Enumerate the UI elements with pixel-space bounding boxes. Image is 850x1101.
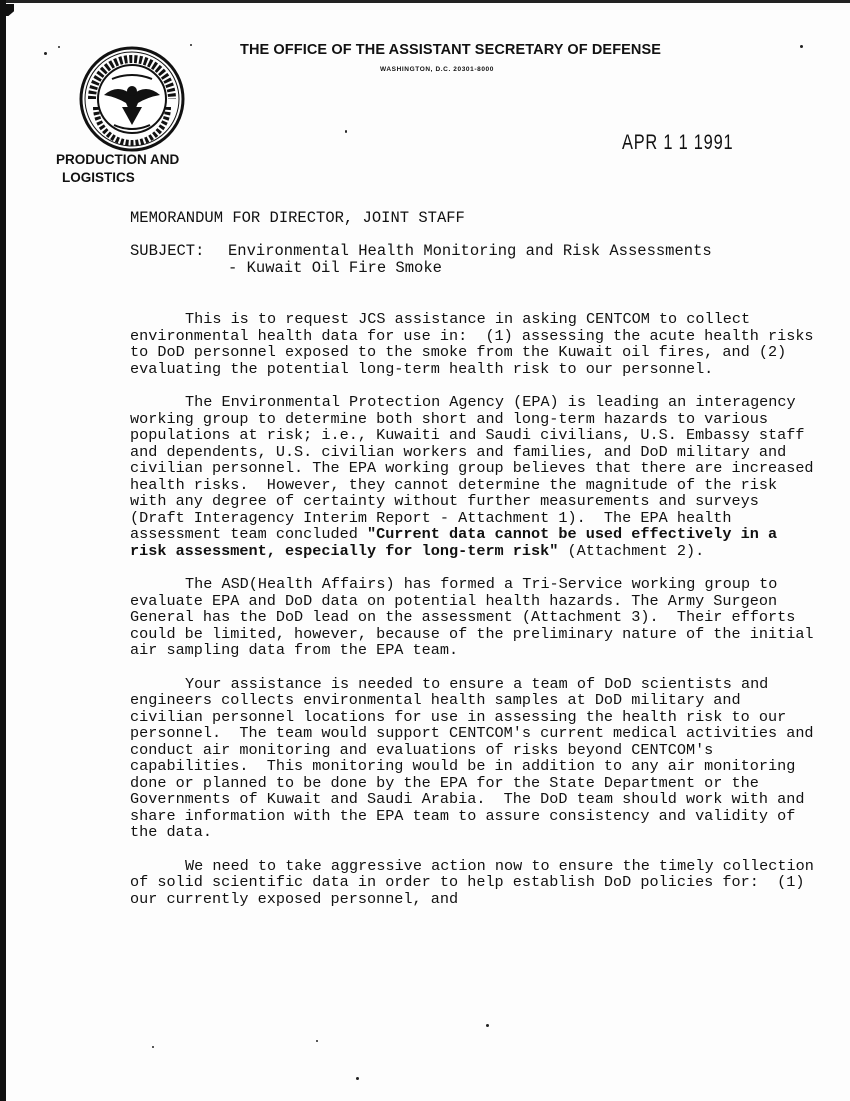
department-block [56, 151, 179, 187]
office-title: THE OFFICE OF THE ASSISTANT SECRETARY OF DEFENSE [240, 42, 662, 58]
scan-speck [152, 1046, 154, 1048]
memo-body [130, 310, 823, 924]
subject-label: SUBJECT: [130, 242, 205, 260]
paragraph-2-attachment: (Attachment 2). [558, 541, 705, 560]
paragraph-2 [130, 393, 823, 560]
paragraph-5: We need to take aggressive action now to ensure the timely collection of solid scientific data in order to help establish DoD policies for: (1) our currently exposed personnel, and [130, 856, 823, 908]
office-address: WASHINGTON, D.C. 20301-8000 [380, 66, 494, 73]
paragraph-2-quote: "Current data cannot be used effectively in a risk assessment, especially for long-term risk" [130, 525, 787, 560]
subject-line-2: - Kuwait Oil Fire Smoke [228, 259, 442, 277]
scan-left-border [0, 0, 6, 1101]
scan-top-border [0, 0, 850, 3]
memo-addressee: MEMORANDUM FOR DIRECTOR, JOINT STAFF [130, 209, 465, 227]
scan-speck [486, 1024, 489, 1027]
paragraph-3: The ASD(Health Affairs) has formed a Tri-Service working group to evaluate EPA and DoD data on potential health hazards. The Army Surgeon General has the DoD lead on the assessment (Attachment 3). Their efforts could be limited, however, because of the preliminary nature of the initial air sampling data from the EPA team. [130, 575, 823, 659]
scan-speck [345, 130, 347, 133]
scan-speck [190, 44, 192, 46]
paragraph-1: This is to request JCS assistance in asking CENTCOM to collect environmental health data for use in: (1) assessing the acute health risks to DoD personnel exposed to the smoke from the Kuwait oil fires, and (2) evaluating the potential long-term health risk to our personnel. [130, 310, 823, 378]
scan-speck [800, 45, 803, 48]
dod-seal-icon [78, 45, 186, 153]
department-line-2: LOGISTICS [62, 170, 135, 185]
scan-speck [44, 52, 47, 55]
scan-speck [356, 1077, 359, 1080]
subject-line-1: Environmental Health Monitoring and Risk Assessments [228, 242, 712, 260]
paragraph-2-text: The Environmental Protection Agency (EPA) is leading an interagency working group to determine both short and long-term hazards to various populations at risk; i.e., Kuwaiti and Saudi civilians, U.S. Embassy staff and dependents, U.S. civilian workers and families, and DoD military and civilian personnel. The EPA working group believes that there are increased health risks. However, they cannot determine the magnitude of the risk with any degree of certainty without further measurements and surveys (Draft Interagency Interim Report - Attachment 1). The EPA health assessment team concluded [130, 393, 823, 543]
scan-speck [58, 46, 60, 48]
paragraph-4: Your assistance is needed to ensure a team of DoD scientists and engineers collects environmental health samples at DoD military and civilian personnel locations for use in assessing the health risk to our personnel. The team would support CENTCOM's current medical activities and conduct air monitoring and evaluations of risks beyond CENTCOM's capabilities. This monitoring would be in addition to any air monitoring done or planned to be done by the EPA for the State Department or the Governments of Kuwait and Saudi Arabia. The DoD team should work with and share information with the EPA team to assure consistency and validity of the data. [130, 674, 823, 841]
department-line-1: PRODUCTION AND [56, 152, 180, 167]
memo-subject [130, 243, 712, 277]
scan-corner-mark [0, 4, 14, 16]
date-stamp: APR 1 1 1991 [622, 131, 734, 154]
scan-speck [316, 1040, 318, 1042]
